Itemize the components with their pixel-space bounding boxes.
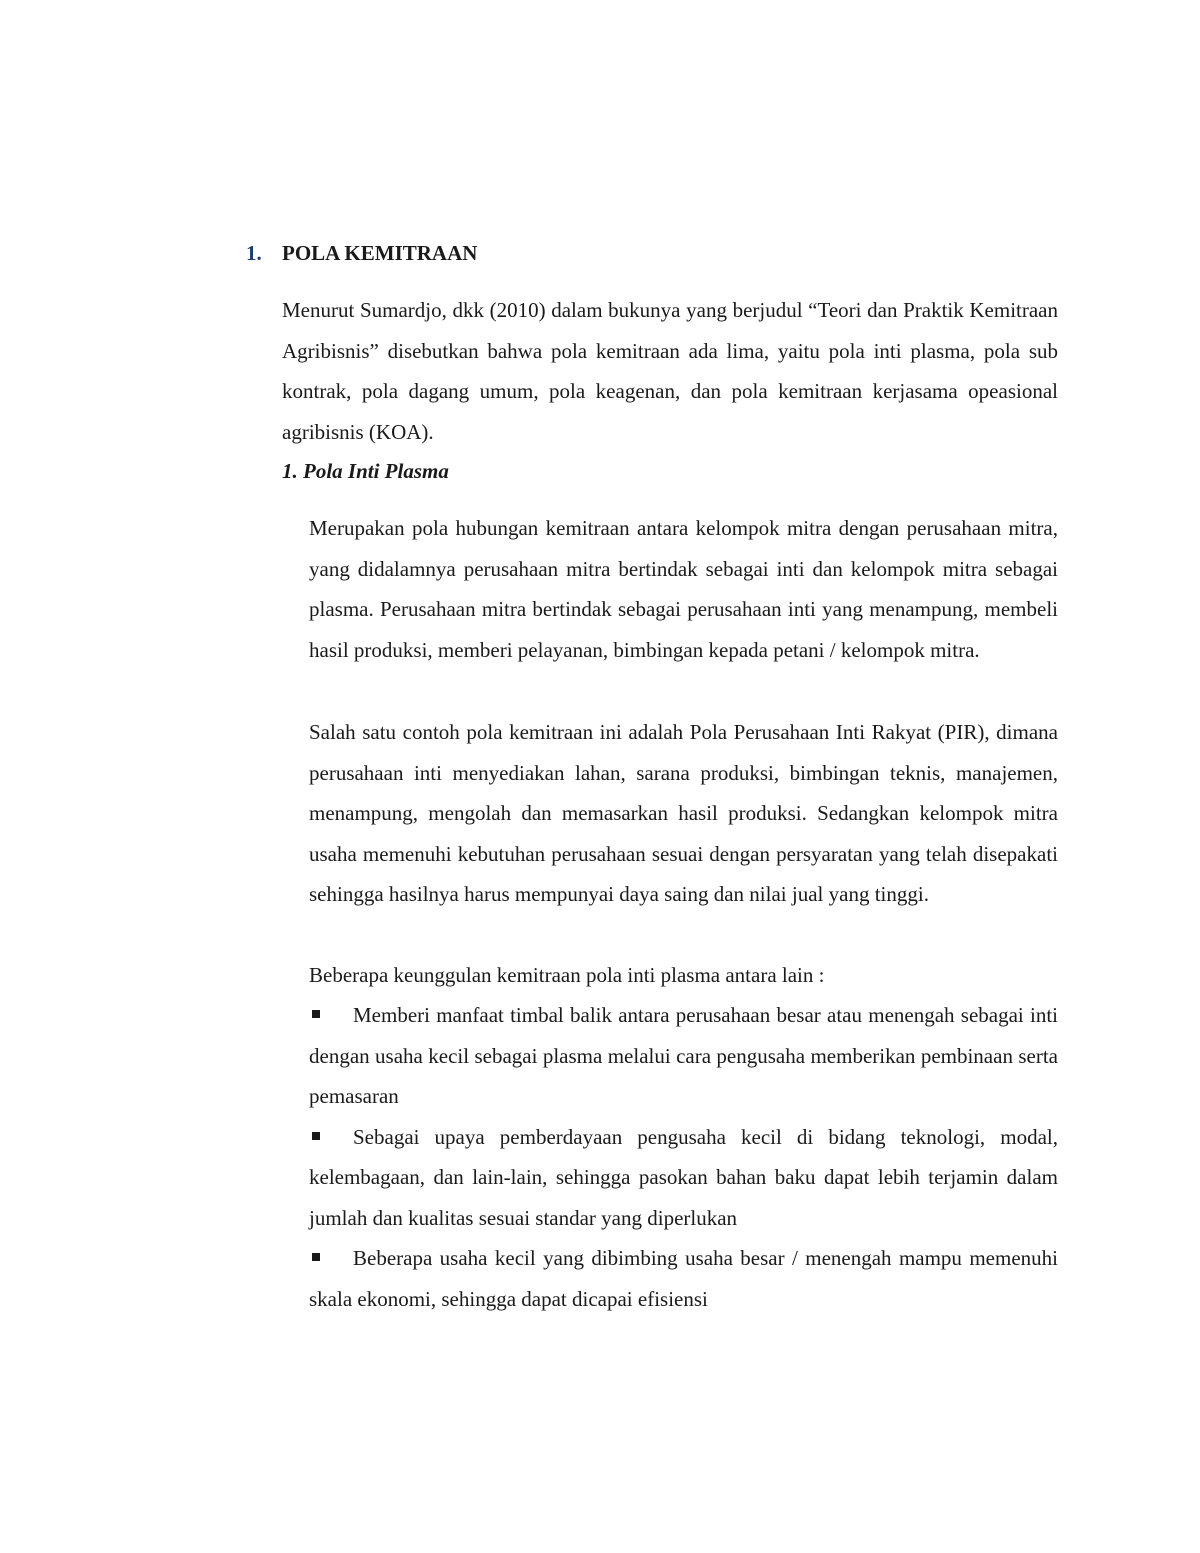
section-number: 1. [246,241,262,265]
paragraph-advantages-intro: Beberapa keunggulan kemitraan pola inti plasma antara lain : [309,963,825,987]
section-title: POLA KEMITRAAN [282,241,478,265]
list-item-text: Sebagai upaya pemberdayaan pengusaha kecil di bidang teknologi, modal, kelembagaan, dan lain-lain, sehingga pasokan bahan baku dapat lebih terjamin dalam jumlah dan kualitas sesuai standar yang diperlukan [309,1124,1058,1230]
list-item-text: Beberapa usaha kecil yang dibimbing usaha besar / menengah mampu memenuhi skala ekonomi, sehingga dapat dicapai efisiensi [309,1246,1058,1311]
list-item [309,1117,1058,1239]
subsection-heading: 1. Pola Inti Plasma [282,459,449,483]
intro-paragraph: Menurut Sumardjo, dkk (2010) dalam bukunya yang berjudul “Teori dan Praktik Kemitraan Agribisnis” disebutkan bahwa pola kemitraan ada lima, yaitu pola inti plasma, pola sub kontrak, pola dagang umum, pola keagenan, dan pola kemitraan kerjasama opeasional agribisnis (KOA). [282,298,1058,444]
advantages-list [309,995,1058,1319]
section-heading [246,238,477,268]
square-bullet-icon [312,1253,320,1261]
paragraph-definition: Merupakan pola hubungan kemitraan antara kelompok mitra dengan perusahaan mitra, yang didalamnya perusahaan mitra bertindak sebagai inti dan kelompok mitra sebagai plasma. Perusahaan mitra bertindak sebagai perusahaan inti yang menampung, membeli hasil produksi, memberi pelayanan, bimbingan kepada petani / kelompok mitra. [309,516,1058,662]
paragraph-example: Salah satu contoh pola kemitraan ini adalah Pola Perusahaan Inti Rakyat (PIR), dimana perusahaan inti menyediakan lahan, sarana produksi, bimbingan teknis, manajemen, menampung, mengolah dan memasarkan hasil produksi. Sedangkan kelompok mitra usaha memenuhi kebutuhan perusahaan sesuai dengan persyaratan yang telah disepakati sehingga hasilnya harus mempunyai daya saing dan nilai jual yang tinggi. [309,720,1058,906]
list-item-text: Memberi manfaat timbal balik antara perusahaan besar atau menengah sebagai inti dengan usaha kecil sebagai plasma melalui cara pengusaha memberikan pembinaan serta pemasaran [309,1003,1058,1108]
square-bullet-icon [312,1010,320,1018]
square-bullet-icon [312,1132,320,1140]
list-item [309,995,1058,1117]
list-item [309,1238,1058,1319]
